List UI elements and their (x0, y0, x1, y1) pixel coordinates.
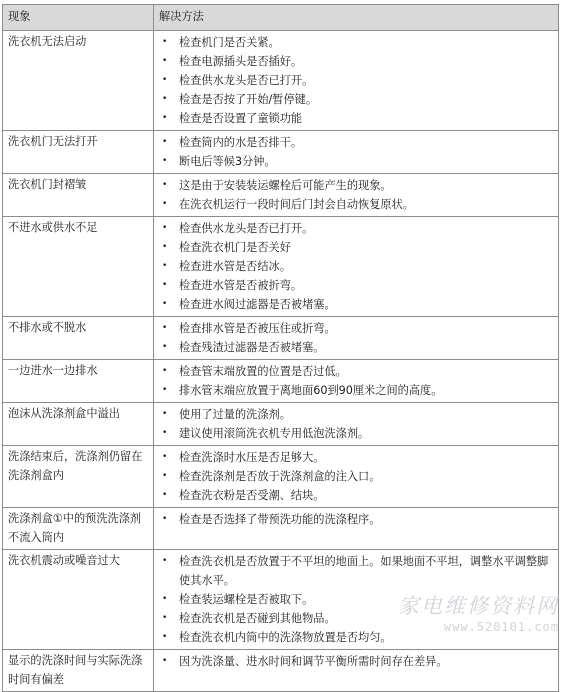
solution-cell (154, 508, 559, 550)
watermark-title: 家电维修资料网 (398, 594, 559, 618)
solution-text: 检查是否按了开始/暂停键。 (179, 93, 318, 106)
solution-cell (154, 403, 559, 446)
header-solution: 解决方法 (154, 5, 559, 31)
bullet-icon: • (162, 409, 168, 419)
bullet-icon: • (162, 261, 168, 271)
table-row (3, 550, 559, 650)
bullet-icon: • (162, 323, 168, 333)
solution-list (159, 218, 553, 314)
list-item (159, 552, 553, 590)
table-row (3, 131, 559, 174)
solution-text: 建议使用滚筒洗衣机专用低泡洗涤剂。 (179, 427, 370, 440)
solution-list (159, 175, 553, 214)
list-item (159, 219, 553, 238)
symptom-cell: 洗衣机门无法打开 (3, 131, 154, 174)
solution-cell (154, 650, 559, 692)
bullet-icon: • (162, 299, 168, 309)
solution-list (159, 509, 553, 529)
solution-list (159, 132, 553, 171)
solution-text: 检查洗衣机是否碰到其他物品。 (179, 612, 336, 625)
symptom-cell: 不排水或不脱水 (3, 317, 154, 360)
list-item (159, 467, 553, 486)
bullet-icon: • (162, 452, 168, 462)
solution-cell (154, 317, 559, 360)
bullet-icon: • (162, 490, 168, 500)
solution-list (159, 361, 553, 400)
bullet-icon: • (162, 94, 168, 104)
symptom-cell: 洗衣机无法启动 (3, 31, 154, 131)
solution-cell (154, 446, 559, 508)
solution-text: 检查洗衣粉是否受潮、结块。 (179, 489, 325, 502)
list-item (159, 71, 553, 90)
table-header-row (3, 5, 559, 31)
table-row (3, 508, 559, 550)
bullet-icon: • (162, 37, 168, 47)
table-row (3, 360, 559, 403)
watermark-url: www.520101.com (443, 620, 559, 634)
list-item (159, 176, 553, 195)
list-item (159, 109, 553, 128)
list-item (159, 257, 553, 276)
list-item (159, 652, 553, 671)
symptom-cell: 不进水或供水不足 (3, 217, 154, 317)
table-row (3, 403, 559, 446)
header-symptom: 现象 (3, 5, 154, 31)
table-row (3, 31, 559, 131)
solution-text: 检查电源插头是否插好。 (179, 55, 303, 68)
bullet-icon: • (162, 75, 168, 85)
list-item (159, 319, 553, 338)
symptom-cell: 显示的洗涤时间与实际洗涤时间有偏差 (3, 650, 154, 692)
solution-text: 使用了过量的洗涤剂。 (179, 408, 291, 421)
bullet-icon: • (162, 180, 168, 190)
table-row (3, 446, 559, 508)
bullet-icon: • (162, 556, 168, 566)
bullet-icon: • (162, 514, 168, 524)
list-item (159, 295, 553, 314)
symptom-cell: 洗衣机震动或噪音过大 (3, 550, 154, 650)
solution-cell (154, 360, 559, 403)
list-item (159, 338, 553, 357)
bullet-icon: • (162, 656, 168, 666)
troubleshooting-table (2, 4, 559, 692)
solution-text: 检查残渣过滤器是否被堵塞。 (179, 341, 325, 354)
solution-text: 检查装运螺栓是否被取下。 (179, 593, 314, 606)
list-item (159, 133, 553, 152)
solution-text: 排水管末端应放置于离地面60到90厘米之间的高度。 (179, 384, 443, 397)
bullet-icon: • (162, 632, 168, 642)
solution-list (159, 651, 553, 671)
solution-text: 这是由于安装装运螺栓后可能产生的现象。 (179, 179, 392, 192)
list-item (159, 510, 553, 529)
solution-text: 在洗衣机运行一段时间后门封会自动恢复原状。 (179, 198, 414, 211)
solution-text: 检查供水龙头是否已打开。 (179, 74, 314, 87)
symptom-cell: 洗涤结束后，洗涤剂仍留在洗涤剂盒内 (3, 446, 154, 508)
list-item (159, 448, 553, 467)
list-item (159, 609, 553, 628)
list-item (159, 276, 553, 295)
bullet-icon: • (162, 342, 168, 352)
symptom-cell: 泡沫从洗涤剂盒中溢出 (3, 403, 154, 446)
solution-text: 检查供水龙头是否已打开。 (179, 222, 314, 235)
bullet-icon: • (162, 223, 168, 233)
solution-text: 断电后等候3分钟。 (179, 155, 276, 168)
bullet-icon: • (162, 385, 168, 395)
solution-text: 检查管末端放置的位置是否过低。 (179, 365, 347, 378)
list-item (159, 590, 553, 609)
solution-cell (154, 217, 559, 317)
table-body (3, 31, 559, 692)
symptom-cell: 洗涤剂盒①中的预洗洗涤剂不流入筒内 (3, 508, 154, 550)
bullet-icon: • (162, 113, 168, 123)
list-item (159, 90, 553, 109)
solution-text: 检查洗涤剂是否放于洗涤剂盒的注入口。 (179, 470, 381, 483)
solution-text: 因为洗涤量、进水时间和调节平衡所需时间存在差异。 (179, 655, 448, 668)
list-item (159, 628, 553, 647)
solution-text: 检查洗涤时水压是否足够大。 (179, 451, 325, 464)
solution-text: 检查机门是否关紧。 (179, 36, 280, 49)
table-row (3, 317, 559, 360)
solution-cell (154, 174, 559, 217)
solution-list (159, 447, 553, 505)
bullet-icon: • (162, 366, 168, 376)
solution-list (159, 32, 553, 128)
symptom-cell: 一边进水一边排水 (3, 360, 154, 403)
solution-list (159, 404, 553, 443)
solution-text: 检查是否设置了童锁功能 (179, 112, 303, 125)
list-item (159, 362, 553, 381)
bullet-icon: • (162, 428, 168, 438)
bullet-icon: • (162, 242, 168, 252)
table-row (3, 650, 559, 692)
list-item (159, 486, 553, 505)
solution-text: 检查进水阀过滤器是否被堵塞。 (179, 298, 336, 311)
solution-cell (154, 550, 559, 650)
list-item (159, 405, 553, 424)
list-item (159, 52, 553, 71)
solution-text: 检查是否选择了带预洗功能的洗涤程序。 (179, 513, 381, 526)
solution-text: 检查进水管是否结冰。 (179, 260, 291, 273)
solution-list (159, 551, 553, 647)
bullet-icon: • (162, 594, 168, 604)
solution-list (159, 318, 553, 357)
list-item (159, 424, 553, 443)
bullet-icon: • (162, 56, 168, 66)
list-item (159, 381, 553, 400)
bullet-icon: • (162, 156, 168, 166)
bullet-icon: • (162, 613, 168, 623)
solution-cell (154, 131, 559, 174)
list-item (159, 152, 553, 171)
solution-text: 检查洗衣机内筒中的洗涤物放置是否均匀。 (179, 631, 392, 644)
symptom-cell: 洗衣机门封褶皱 (3, 174, 154, 217)
solution-text: 检查洗衣机是否放置于不平坦的地面上。如果地面不平坦，调整水平调整脚使其水平。 (179, 555, 549, 587)
bullet-icon: • (162, 199, 168, 209)
solution-text: 检查进水管是否被折弯。 (179, 279, 303, 292)
bullet-icon: • (162, 471, 168, 481)
solution-text: 检查筒内的水是否排干。 (179, 136, 303, 149)
solution-text: 检查洗衣机门是否关好 (179, 241, 291, 254)
list-item (159, 238, 553, 257)
bullet-icon: • (162, 137, 168, 147)
list-item (159, 195, 553, 214)
table-row (3, 217, 559, 317)
solution-text: 检查排水管是否被压住或折弯。 (179, 322, 336, 335)
list-item (159, 33, 553, 52)
solution-cell (154, 31, 559, 131)
bullet-icon: • (162, 280, 168, 290)
table-row (3, 174, 559, 217)
